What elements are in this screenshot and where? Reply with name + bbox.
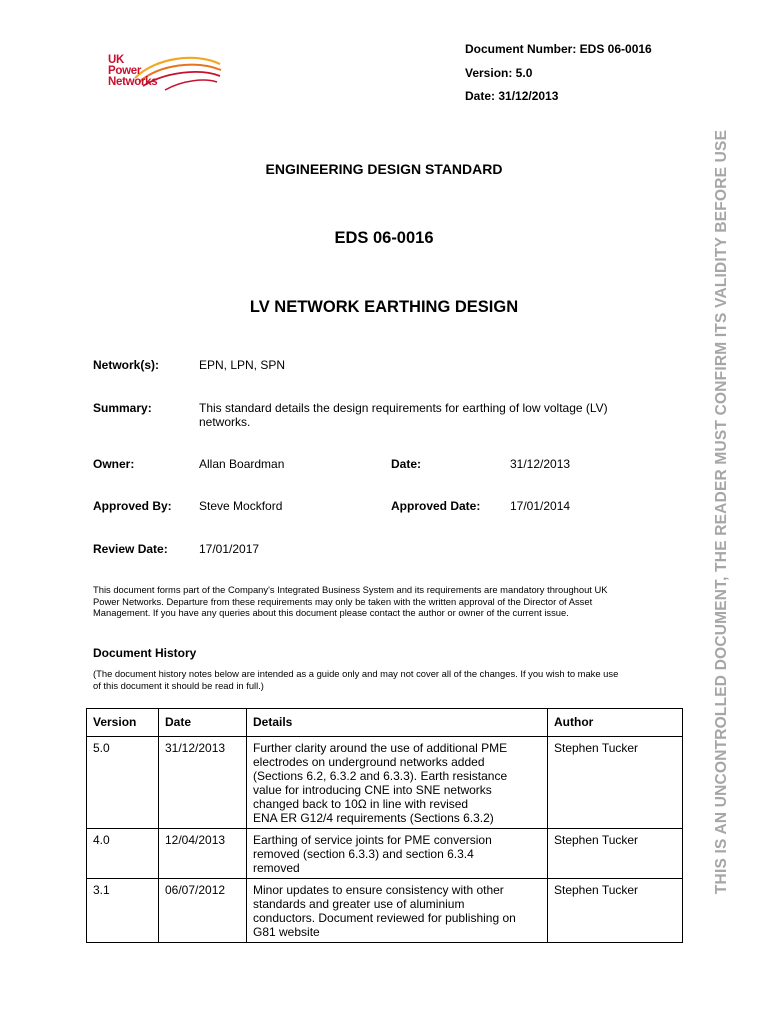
table-header-row — [87, 709, 683, 737]
logo-text-power: Power — [108, 65, 142, 77]
owner-value: Allan Boardman — [199, 457, 285, 471]
history-note-line1: (The document history notes below are intended as a guide only and may not cover all of the changes. If you wish to make use — [93, 668, 619, 679]
cell-author: Stephen Tucker — [548, 879, 683, 943]
details-line: ENA ER G12/4 requirements (Sections 6.3.2) — [253, 811, 494, 825]
cell-version: 3.1 — [87, 879, 159, 943]
details-line: G81 website — [253, 925, 320, 939]
standard-title: ENGINEERING DESIGN STANDARD — [265, 161, 503, 177]
networks-label: Network(s): — [93, 358, 160, 372]
cell-details — [247, 737, 548, 829]
details-line: Minor updates to ensure consistency with other — [253, 883, 504, 897]
approved-date-value: 17/01/2014 — [510, 499, 571, 513]
cell-author: Stephen Tucker — [548, 829, 683, 879]
date-label: Date: — [391, 457, 422, 471]
document-code: EDS 06-0016 — [334, 229, 434, 247]
logo-text-networks: Networks — [108, 76, 158, 88]
column-header-details: Details — [247, 709, 548, 737]
uncontrolled-document-watermark: THIS IS AN UNCONTROLLED DOCUMENT, THE READER MUST CONFIRM ITS VALIDITY BEFORE USE — [713, 129, 730, 895]
cell-version: 4.0 — [87, 829, 159, 879]
history-note-line2: of this document it should be read in full.) — [93, 680, 264, 691]
document-history-heading: Document History — [93, 646, 197, 660]
networks-value: EPN, LPN, SPN — [199, 358, 286, 372]
review-date-label: Review Date: — [93, 542, 168, 556]
document-version: Version: 5.0 — [465, 66, 533, 80]
table-row — [87, 737, 683, 829]
logo-text-uk: UK — [108, 54, 125, 66]
document-history-table — [86, 708, 683, 943]
details-line: conductors. Document reviewed for publishing on — [253, 911, 516, 925]
approved-date-label: Approved Date: — [391, 499, 481, 513]
approved-by-label: Approved By: — [93, 499, 172, 513]
cell-author: Stephen Tucker — [548, 737, 683, 829]
notice-line1: This document forms part of the Company's Integrated Business System and its requirements are mandatory throughout UK — [93, 584, 608, 595]
details-line: (Sections 6.2, 6.3.2 and 6.3.3). Earth resistance — [253, 769, 508, 783]
cell-date: 06/07/2012 — [159, 879, 247, 943]
document-number: Document Number: EDS 06-0016 — [465, 42, 652, 56]
column-header-date: Date — [159, 709, 247, 737]
column-header-version: Version — [87, 709, 159, 737]
details-line: removed (section 6.3.3) and section 6.3.4 — [253, 847, 474, 861]
cell-details — [247, 829, 548, 879]
summary-value-line2: networks. — [199, 415, 251, 429]
details-line: changed back to 10Ω in line with revised — [253, 797, 469, 811]
summary-value-line1: This standard details the design requirements for earthing of low voltage (LV) — [199, 401, 608, 415]
owner-label: Owner: — [93, 457, 135, 471]
document-name: LV NETWORK EARTHING DESIGN — [249, 298, 519, 316]
notice-line3: Management. If you have any queries about this document please contact the author or owner of the current issue. — [93, 607, 569, 618]
column-header-author: Author — [548, 709, 683, 737]
table-row — [87, 879, 683, 943]
details-line: removed — [253, 861, 300, 875]
cell-version: 5.0 — [87, 737, 159, 829]
table-row — [87, 829, 683, 879]
review-date-value: 17/01/2017 — [199, 542, 260, 556]
cell-date: 31/12/2013 — [159, 737, 247, 829]
approved-by-value: Steve Mockford — [199, 499, 283, 513]
cell-details — [247, 879, 548, 943]
document-date: Date: 31/12/2013 — [465, 89, 559, 103]
summary-label: Summary: — [93, 401, 152, 415]
details-line: value for introducing CNE into SNE networks — [253, 783, 492, 797]
details-line: electrodes on underground networks added — [253, 755, 485, 769]
date-value: 31/12/2013 — [510, 457, 571, 471]
details-line: Further clarity around the use of additional PME — [253, 741, 508, 755]
company-logo — [105, 50, 230, 100]
notice-line2: Power Networks. Departure from these requirements may only be taken with the written approval of the Director of Asset — [93, 596, 593, 607]
details-line: Earthing of service joints for PME conversion — [253, 833, 492, 847]
cell-date: 12/04/2013 — [159, 829, 247, 879]
details-line: standards and greater use of aluminium — [253, 897, 465, 911]
